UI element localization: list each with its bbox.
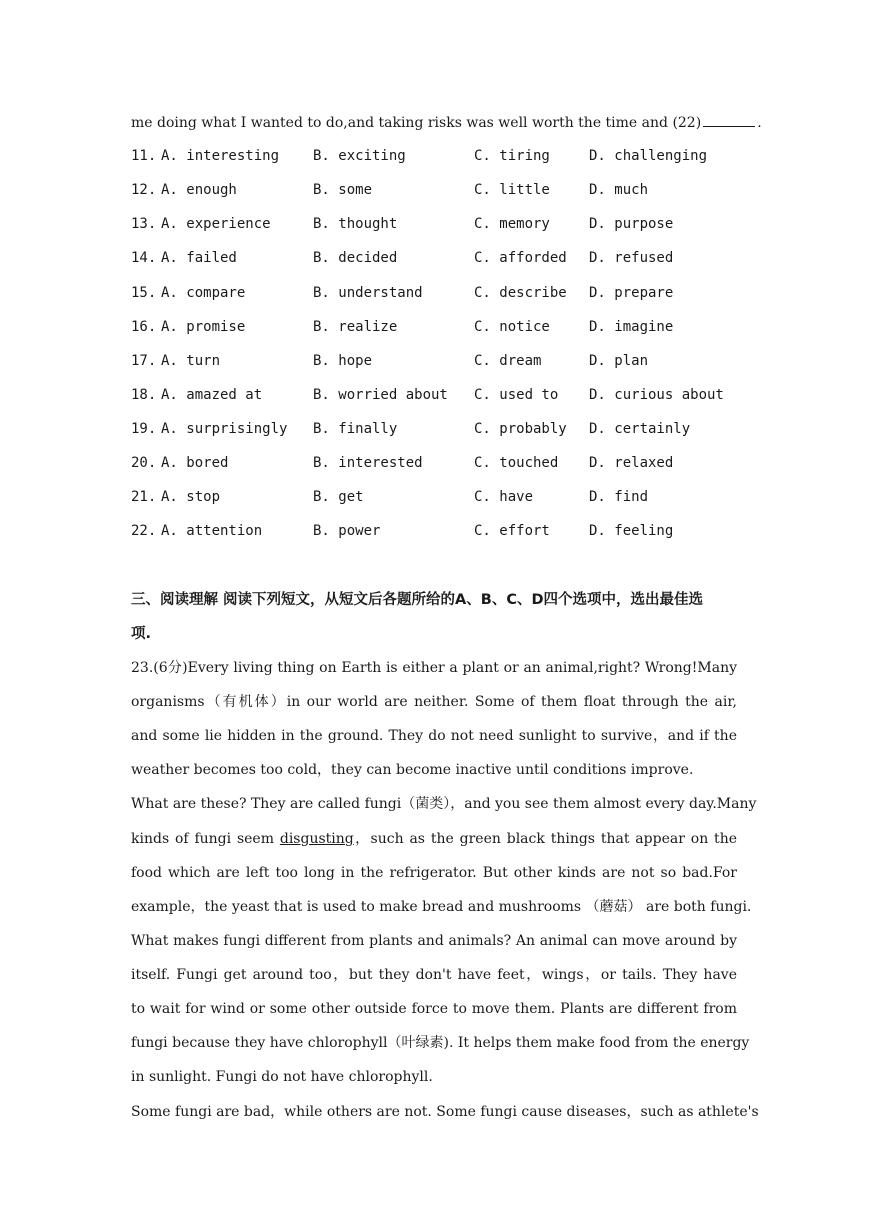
intro-text: me doing what I wanted to do,and taking risks was well worth the time and (22) xyxy=(131,115,702,131)
passage-line: What makes fungi different from plants and animals? An animal can move around by xyxy=(131,933,737,949)
option-b: B. realize xyxy=(313,319,398,335)
option-c: C. afforded xyxy=(474,250,567,266)
option-b: B. some xyxy=(313,182,373,198)
option-c: C. used to xyxy=(474,387,559,403)
option-c: C. tiring xyxy=(474,148,550,164)
passage-line: and some lie hidden in the ground. They do not need sunlight to survive，and if the xyxy=(131,728,737,744)
option-b: B. get xyxy=(313,489,364,505)
passage-text: kinds of fungi seem xyxy=(131,831,280,847)
question-number: 11. xyxy=(131,148,157,164)
option-d: D. plan xyxy=(589,353,649,369)
passage-line: organisms（有机体）in our world are neither. Some of them float through the air, xyxy=(131,694,737,710)
option-a: A. turn xyxy=(161,353,221,369)
question-number: 15. xyxy=(131,285,157,301)
question-number: 14. xyxy=(131,250,157,266)
option-d: D. challenging xyxy=(589,148,708,164)
option-d: D. purpose xyxy=(589,216,674,232)
option-b: B. interested xyxy=(313,455,423,471)
question-number: 22. xyxy=(131,523,157,539)
option-d: D. refused xyxy=(589,250,674,266)
question-number: 12. xyxy=(131,182,157,198)
option-b: B. hope xyxy=(313,353,373,369)
option-c: C. have xyxy=(474,489,534,505)
passage-line: example，the yeast that is used to make bread and mushrooms （蘑菇） are both fungi. xyxy=(131,899,752,915)
option-b: B. understand xyxy=(313,285,423,301)
option-a: A. promise xyxy=(161,319,246,335)
option-a: A. attention xyxy=(161,523,263,539)
option-c: C. describe xyxy=(474,285,567,301)
option-c: C. touched xyxy=(474,455,559,471)
option-b: B. thought xyxy=(313,216,398,232)
option-c: C. notice xyxy=(474,319,550,335)
passage-line: to wait for wind or some other outside force to move them. Plants are different from xyxy=(131,1001,737,1017)
option-c: C. dream xyxy=(474,353,542,369)
passage-line xyxy=(131,829,737,849)
passage-line: weather becomes too cold，they can become inactive until conditions improve. xyxy=(131,762,694,778)
passage-line: Some fungi are bad，while others are not. Some fungi cause diseases，such as athlete's xyxy=(131,1104,759,1120)
passage-line: 23.(6分)Every living thing on Earth is either a plant or an animal,right? Wrong!Many xyxy=(131,660,737,676)
option-a: A. surprisingly xyxy=(161,421,288,437)
question-number: 16. xyxy=(131,319,157,335)
option-d: D. much xyxy=(589,182,649,198)
option-a: A. compare xyxy=(161,285,246,301)
intro-line xyxy=(131,112,762,133)
option-c: C. probably xyxy=(474,421,567,437)
option-a: A. bored xyxy=(161,455,229,471)
section-heading-continued: 项. xyxy=(131,626,152,642)
underlined-word: disgusting xyxy=(279,831,354,847)
passage-line: in sunlight. Fungi do not have chlorophyll. xyxy=(131,1069,433,1085)
question-number: 21. xyxy=(131,489,157,505)
option-d: D. curious about xyxy=(589,387,724,403)
intro-end: . xyxy=(757,115,762,131)
option-b: B. power xyxy=(313,523,381,539)
option-d: D. imagine xyxy=(589,319,674,335)
option-b: B. decided xyxy=(313,250,398,266)
question-number: 17. xyxy=(131,353,157,369)
option-d: D. prepare xyxy=(589,285,674,301)
option-a: A. experience xyxy=(161,216,271,232)
option-d: D. relaxed xyxy=(589,455,674,471)
section-heading: 三、阅读理解 阅读下列短文，从短文后各题所给的A、B、C、D四个选项中，选出最佳选 xyxy=(131,592,703,608)
option-a: A. enough xyxy=(161,182,237,198)
question-number: 20. xyxy=(131,455,157,471)
question-number: 18. xyxy=(131,387,157,403)
passage-line: fungi because they have chlorophyll（叶绿素). It helps them make food from the energy xyxy=(131,1035,750,1051)
option-a: A. interesting xyxy=(161,148,280,164)
passage-text: ，such as the green black things that appear on the xyxy=(353,831,737,847)
option-d: D. feeling xyxy=(589,523,674,539)
option-a: A. failed xyxy=(161,250,237,266)
option-c: C. memory xyxy=(474,216,550,232)
option-d: D. certainly xyxy=(589,421,691,437)
option-b: B. finally xyxy=(313,421,398,437)
option-c: C. little xyxy=(474,182,550,198)
question-number: 19. xyxy=(131,421,157,437)
passage-line: itself. Fungi get around too，but they don't have feet，wings，or tails. They have xyxy=(131,967,737,983)
option-b: B. exciting xyxy=(313,148,406,164)
option-b: B. worried about xyxy=(313,387,448,403)
passage-line: food which are left too long in the refrigerator. But other kinds are not so bad.For xyxy=(131,865,737,881)
option-c: C. effort xyxy=(474,523,550,539)
option-a: A. amazed at xyxy=(161,387,263,403)
option-a: A. stop xyxy=(161,489,221,505)
answer-blank xyxy=(703,112,755,127)
option-d: D. find xyxy=(589,489,649,505)
passage-line: What are these? They are called fungi（菌类），and you see them almost every day.Many xyxy=(131,796,757,812)
question-number: 13. xyxy=(131,216,157,232)
